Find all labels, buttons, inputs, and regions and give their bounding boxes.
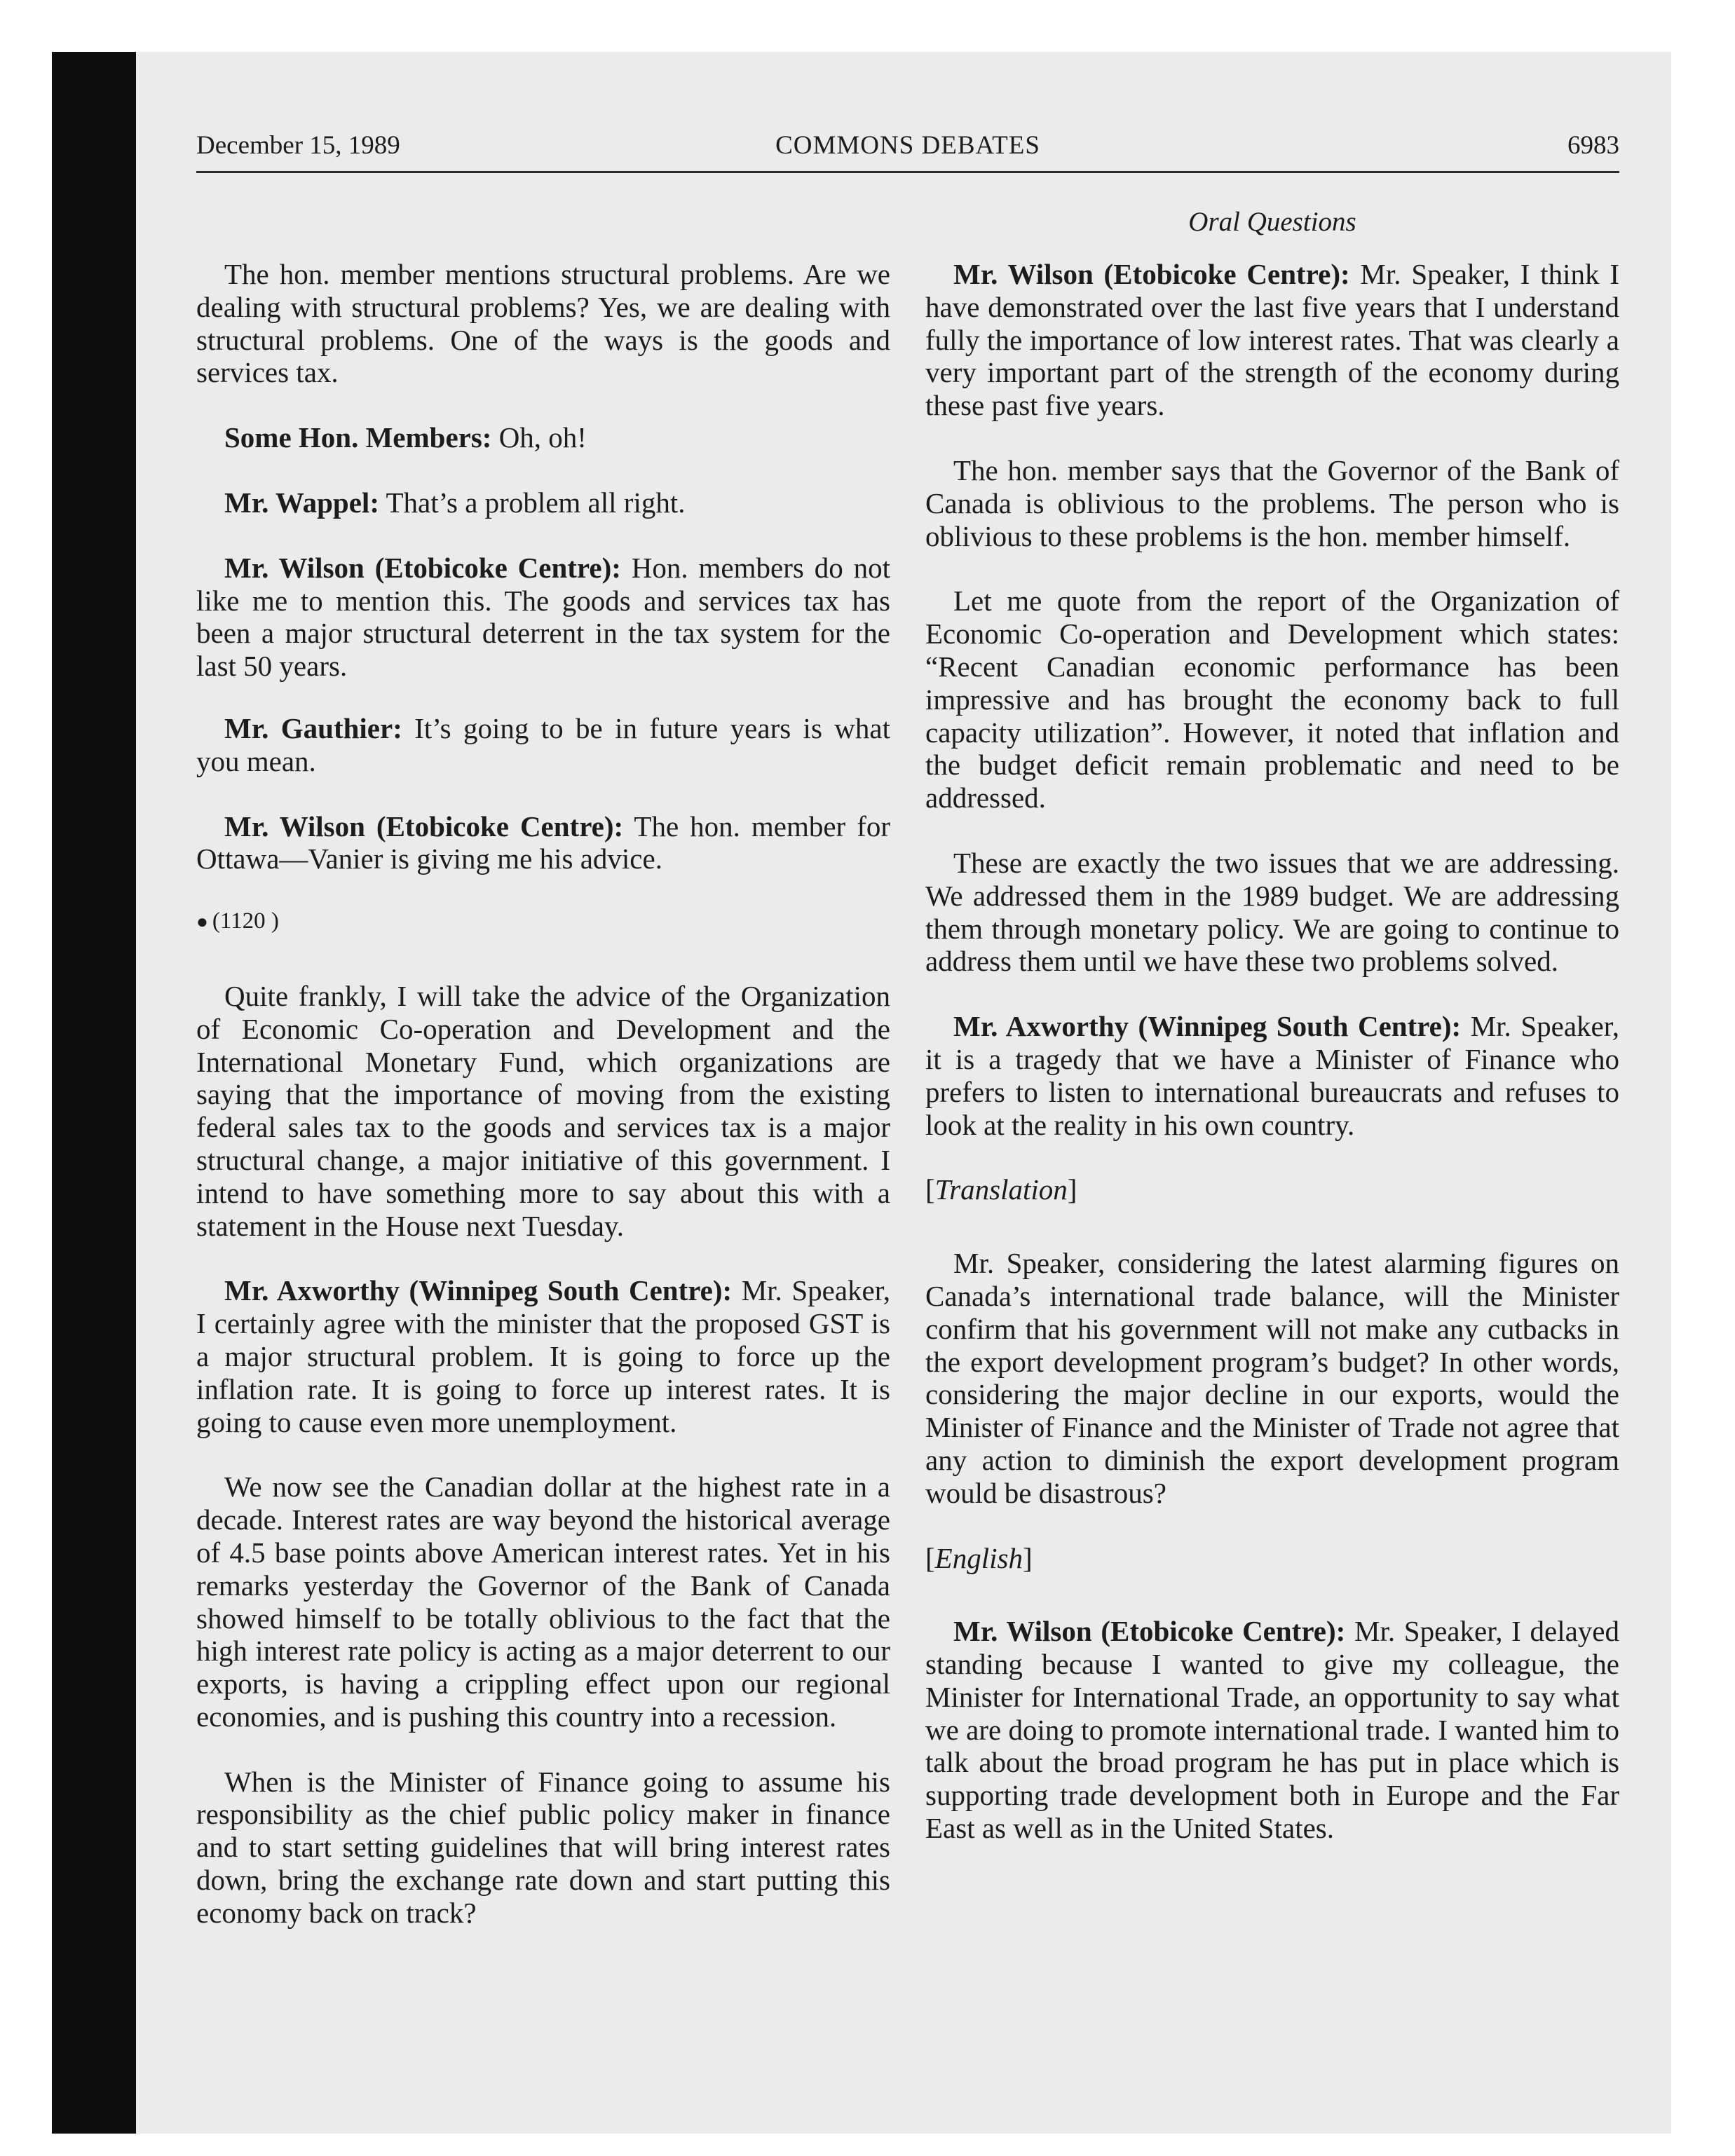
paragraph	[196, 810, 890, 876]
language-note	[925, 1542, 1619, 1575]
language-note	[925, 1173, 1619, 1206]
running-header	[196, 126, 1619, 173]
paragraph	[196, 486, 890, 519]
header-date: December 15, 1989	[196, 131, 400, 160]
paragraph-text: Mr. Speaker, considering the latest alarming figures on Canada’s international trade balance, will the Minister confirm that his government will not make any cutbacks in the export development program’s budget? In other words, considering the major decline in our exports, would the Minister of Finance and the Minister of Trade not agree that any action to diminish the export development program would be disastrous?	[925, 1247, 1619, 1509]
speaker-name: Mr. Wilson (Etobicoke Centre):	[953, 1615, 1346, 1648]
language-note-text: Translation	[934, 1173, 1068, 1206]
paragraph	[196, 421, 890, 454]
language-note-text: English	[934, 1541, 1023, 1574]
time-text: (1120 )	[212, 908, 279, 934]
paragraph-text: Mr. Speaker, I delayed standing because I wanted to give my colleague, the Minister for International Trade, an opportunity to say what we are doing to promote international trade. I wanted him to talk about the broad program he has put in place which is supporting trade development both in Europe and the Far East as well as in the United States.	[925, 1615, 1619, 1845]
bracket-close: ]	[1022, 1541, 1033, 1574]
bracket-open: [	[925, 1173, 935, 1206]
paragraph	[196, 980, 890, 1242]
speaker-name: Mr. Wappel:	[224, 486, 379, 519]
bullet-icon: ●	[196, 911, 208, 934]
bracket-close: ]	[1067, 1173, 1077, 1206]
speaker-name: Mr. Axworthy (Winnipeg South Centre):	[224, 1274, 733, 1307]
paragraph-text: That’s a problem all right.	[379, 486, 686, 519]
paragraph	[925, 585, 1619, 814]
paragraph-text: We now see the Canadian dollar at the highest rate in a decade. Interest rates are way beyond the historical average of 4.5 base points above American interest rates. Yet in his remarks yesterday the Governor of the Bank of Canada showed himself to be totally oblivious to the fact that the high interest rate policy is acting as a major deterrent to our exports, is having a crippling effect upon our regional economies, and is pushing this country into a recession.	[196, 1471, 890, 1733]
right-column	[925, 258, 1619, 1877]
speaker-name: Mr. Axworthy (Winnipeg South Centre):	[953, 1010, 1462, 1043]
paragraph	[925, 1615, 1619, 1845]
paragraph	[925, 1010, 1619, 1141]
paragraph-text: Oh, oh!	[491, 421, 587, 454]
paragraph-text: Mr. Speaker, I certainly agree with the minister that the proposed GST is a major structural problem. It is going to force up the inflation rate. It is going to force up interest rates. It is going to cause even more unemployment.	[196, 1274, 890, 1438]
speaker-name: Mr. Wilson (Etobicoke Centre):	[224, 810, 624, 842]
paragraph-text: The hon. member for Ottawa—Vanier is giving me his advice.	[196, 810, 890, 875]
paragraph-text: The hon. member says that the Governor of the Bank of Canada is oblivious to the problems. The person who is oblivious to these problems is the hon. member himself.	[925, 453, 1619, 552]
paragraph	[925, 454, 1619, 552]
left-column	[196, 258, 890, 1962]
paragraph	[925, 1247, 1619, 1509]
paragraph-text: Let me quote from the report of the Organization of Economic Co-operation and Development which states: “Recent Canadian economic performance has been impressive and has brought the economy back to full capacity utilization”. However, it noted that inflation and the budget deficit remain problematic and need to be addressed.	[925, 585, 1619, 814]
header-title: COMMONS DEBATES	[775, 131, 1040, 160]
binding-shadow	[52, 52, 136, 2134]
paragraph-text: Hon. members do not like me to mention this. The goods and services tax has been a major structural deterrent in the tax system for the last 50 years.	[196, 551, 890, 683]
paragraph-text: When is the Minister of Finance going to assume his responsibility as the chief public policy maker in finance and to start setting guidelines that will bring interest rates down, bring the exchange rate down and start putting this economy back on track?	[196, 1765, 890, 1929]
speaker-name: Mr. Wilson (Etobicoke Centre):	[953, 258, 1350, 290]
speaker-name: Some Hon. Members:	[224, 421, 492, 454]
paragraph	[196, 1471, 890, 1733]
speaker-name: Mr. Gauthier:	[224, 711, 402, 744]
paragraph	[196, 1274, 890, 1438]
paragraph	[196, 712, 890, 778]
page-number: 6983	[1567, 131, 1619, 160]
paragraph-text: Mr. Speaker, I think I have demonstrated over the last five years that I understand fully the importance of low interest rates. That was clearly a very important part of the strength of the economy during these past five years.	[925, 258, 1619, 422]
paragraph	[196, 1766, 890, 1930]
paragraph-text: It’s going to be in future years is what you mean.	[196, 711, 890, 777]
paragraph	[196, 552, 890, 683]
paragraph	[925, 847, 1619, 978]
paragraph-text: Quite frankly, I will take the advice of the Organization of Economic Co-operation and Development and the International Monetary Fund, which organizations are saying that the importance of moving from the existing federal sales tax to the goods and services tax is a major structural change, a major initiative of this government. I intend to have something more to say about this with a statement in the House next Tuesday.	[196, 979, 890, 1242]
paragraph	[925, 258, 1619, 422]
speaker-name: Mr. Wilson (Etobicoke Centre):	[224, 551, 621, 584]
paragraph	[196, 258, 890, 389]
paragraph-text: These are exactly the two issues that we are addressing. We addressed them in the 1989 budget. We are addressing them through monetary policy. We are going to continue to address them until we have these two problems solved.	[925, 846, 1619, 978]
paragraph-text: Mr. Speaker, it is a tragedy that we have a Minister of Finance who prefers to listen to international bureaucrats and refuses to look at the reality in his own country.	[925, 1010, 1619, 1141]
bracket-open: [	[925, 1541, 935, 1574]
time-marker	[196, 905, 890, 939]
section-title: Oral Questions	[1188, 207, 1356, 237]
paragraph-text: The hon. member mentions structural problems. Are we dealing with structural problems? Yes, we are dealing with structural problems. One of the ways is the goods and services tax.	[196, 258, 890, 389]
